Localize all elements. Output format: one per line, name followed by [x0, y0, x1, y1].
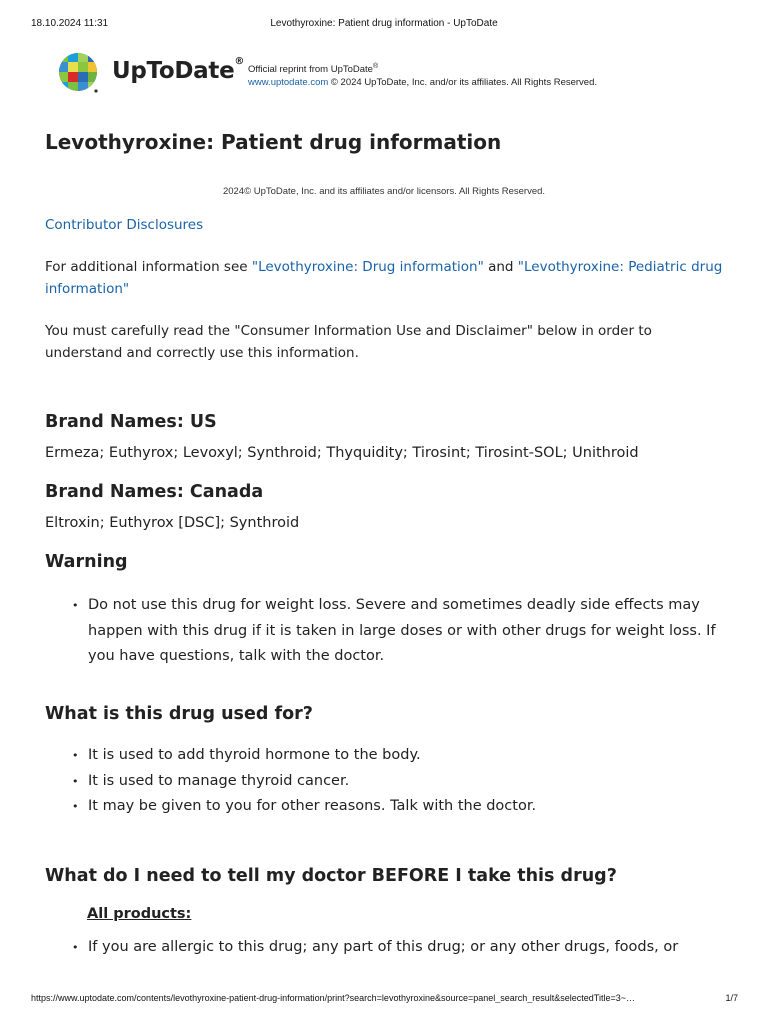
reprint-notice: Official reprint from UpToDate® www.uptodate.com © 2024 UpToDate, Inc. and/or its affiliates. All Rights Reserved. — [248, 63, 598, 89]
print-footer — [0, 993, 768, 1007]
list-item: • If you are allergic to this drug; any part of this drug; or any other drugs, foods, or — [72, 939, 679, 955]
page-number: 1/7 — [725, 993, 738, 1003]
additional-info: For additional information see "Levothyroxine: Drug information" and "Levothyroxine: Pediatric drug information" — [45, 259, 723, 297]
uptodate-logo-icon — [58, 52, 98, 94]
print-title: Levothyroxine: Patient drug information - UpToDate — [270, 18, 498, 29]
logo-row — [58, 52, 678, 96]
list-item: • Do not use this drug for weight loss. Severe and sometimes deadly side effects may happen with this drug if it is taken in large doses or with other drugs for weight loss. If you have questions, talk with the doctor. — [72, 597, 716, 664]
warning-heading: Warning — [45, 552, 128, 572]
used-for-list — [72, 743, 732, 820]
drug-information-link[interactable]: "Levothyroxine: Drug information" — [251, 259, 484, 275]
print-datetime: 18.10.2024 11:31 — [31, 18, 109, 29]
page-title: Levothyroxine: Patient drug information — [45, 130, 502, 154]
brand-names-canada-heading: Brand Names: Canada — [45, 482, 264, 502]
pediatric-drug-information-link[interactable]: "Levothyroxine: Pediatric drug information" — [45, 259, 723, 297]
all-products-subheading: All products: — [87, 906, 192, 922]
list-item: • It may be given to you for other reasons. Talk with the doctor. — [72, 798, 537, 814]
brand-name: UpToDate® — [112, 56, 245, 84]
used-for-heading: What is this drug used for? — [45, 704, 313, 724]
uptodate-site-link[interactable]: www.uptodate.com — [248, 77, 329, 89]
contributor-disclosures-link[interactable]: Contributor Disclosures — [45, 217, 204, 233]
brand-names-us-heading: Brand Names: US — [45, 412, 217, 432]
warning-list — [72, 593, 732, 670]
disclaimer-note: You must carefully read the "Consumer Information Use and Disclaimer" below in order to understand and correctly use this information. — [45, 323, 652, 361]
brand-names-us-text: Ermeza; Euthyrox; Levoxyl; Synthroid; Thyquidity; Tirosint; Tirosint-SOL; Unithroid — [45, 445, 639, 461]
list-item: • It is used to add thyroid hormone to the body. — [72, 747, 421, 763]
list-item: • It is used to manage thyroid cancer. — [72, 772, 350, 789]
print-header — [0, 18, 768, 34]
copyright-notice: 2024© UpToDate, Inc. and its affiliates and/or licensors. All Rights Reserved. — [222, 186, 546, 197]
before-list — [72, 935, 732, 961]
brand-names-canada-text: Eltroxin; Euthyrox [DSC]; Synthroid — [45, 515, 300, 531]
footer-url: https://www.uptodate.com/contents/levothyroxine-patient-drug-information/print?search=levothyroxine&source=panel_search_result&selectedTitle=3~… — [31, 993, 635, 1003]
before-heading: What do I need to tell my doctor BEFORE I take this drug? — [45, 866, 617, 886]
contributor-disclosures — [45, 214, 725, 236]
